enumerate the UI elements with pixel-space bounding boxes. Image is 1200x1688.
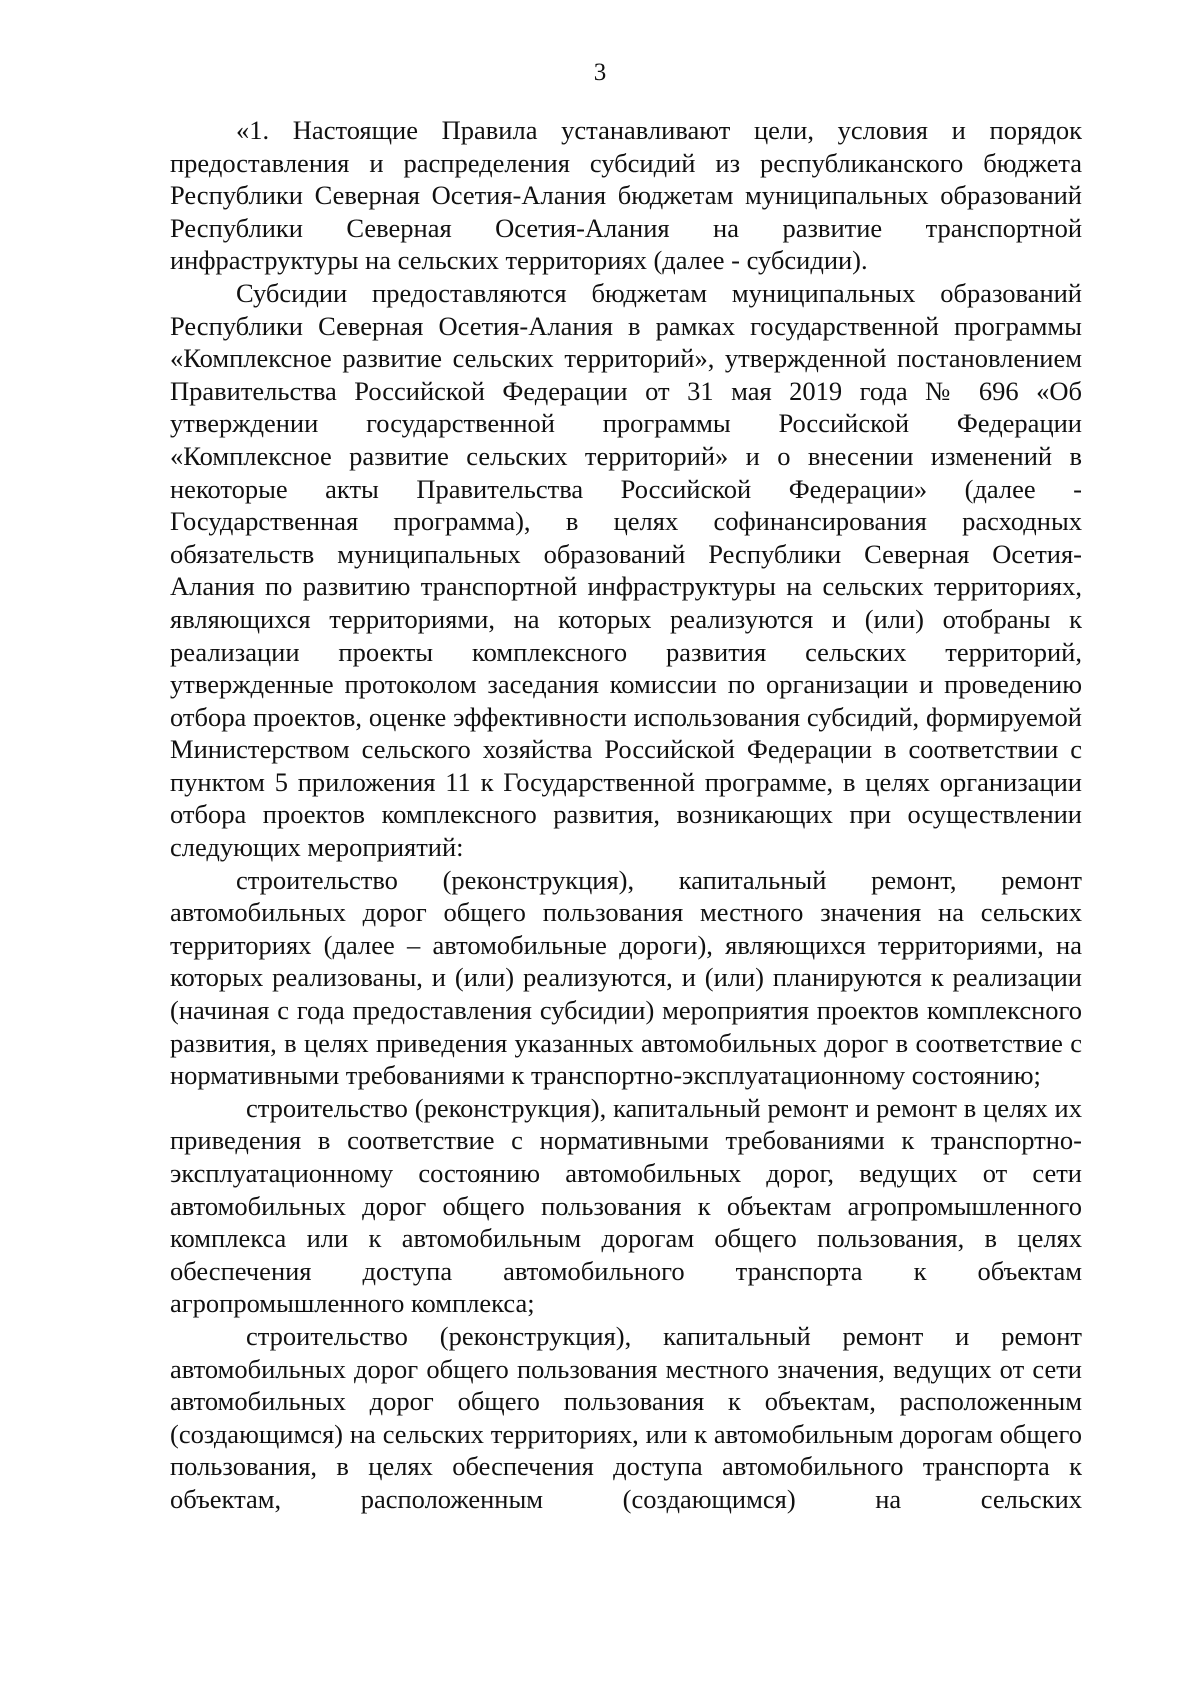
paragraph-rural-objects-roads: строительство (реконструкция), капитальный ремонт и ремонт автомобильных дорог общего пользования местного значения, ведущих от сети автомобильных дорог общего пользования к объектам, расположенным (создающимся) на сельских территориях, или к автомобильным дорогам общего пользования, в целях обеспечения доступа автомобильного транспорта к объектам, расположенным (создающимся) на сельских [170, 1320, 1082, 1514]
paragraph-subsidies-provision: Субсидии предоставляются бюджетам муниципальных образований Республики Северная Осетия-Алания в рамках государственной программы «Комплексное развитие сельских территорий», утвержденной постановлением Правительства Российской Федерации от 31 мая 2019 года № 696 «Об утверждении государственной программы Российской Федерации «Комплексное развитие сельских территорий» и о внесении изменений в некоторые акты Правительства Российской Федерации» (далее - Государственная программа), в целях софинансирования расходных обязательств муниципальных образований Республики Северная Осетия-Алания по развитию транспортной инфраструктуры на сельских территориях, являющихся территориями, на которых реализуются и (или) отобраны к реализации проекты комплексного развития сельских территорий, утвержденные протоколом заседания комиссии по организации и проведению отбора проектов, оценке эффективности использования субсидий, формируемой Министерством сельского хозяйства Российской Федерации в соответствии с пунктом 5 приложения 11 к Государственной программе, в целях организации отбора проектов комплексного развития, возникающих при осуществлении следующих мероприятий: [170, 277, 1082, 863]
document-body [170, 114, 1082, 1516]
paragraph-local-roads: строительство (реконструкция), капитальный ремонт, ремонт автомобильных дорог общего пользования местного значения на сельских территориях (далее – автомобильные дороги), являющихся территориями, на которых реализованы, и (или) реализуются, и (или) планируются к реализации (начиная с года предоставления субсидии) мероприятия проектов комплексного развития, в целях приведения указанных автомобильных дорог в соответствие с нормативными требованиями к транспортно-эксплуатационному состоянию; [170, 864, 1082, 1091]
paragraph-agro-roads: строительство (реконструкция), капитальный ремонт и ремонт в целях их приведения в соответствие с нормативными требованиями к транспортно-эксплуатационному состоянию автомобильных дорог, ведущих от сети автомобильных дорог общего пользования к объектам агропромышленного комплекса или к автомобильным дорогам общего пользования, в целях обеспечения доступа автомобильного транспорта к объектам агропромышленного комплекса; [170, 1092, 1082, 1319]
page-number: 3 [593, 59, 607, 86]
paragraph-rules-purpose: «1. Настоящие Правила устанавливают цели, условия и порядок предоставления и распределения субсидий из республиканского бюджета Республики Северная Осетия-Алания бюджетам муниципальных образований Республики Северная Осетия-Алания на развитие транспортной инфраструктуры на сельских территориях (далее - субсидии). [170, 115, 1082, 276]
